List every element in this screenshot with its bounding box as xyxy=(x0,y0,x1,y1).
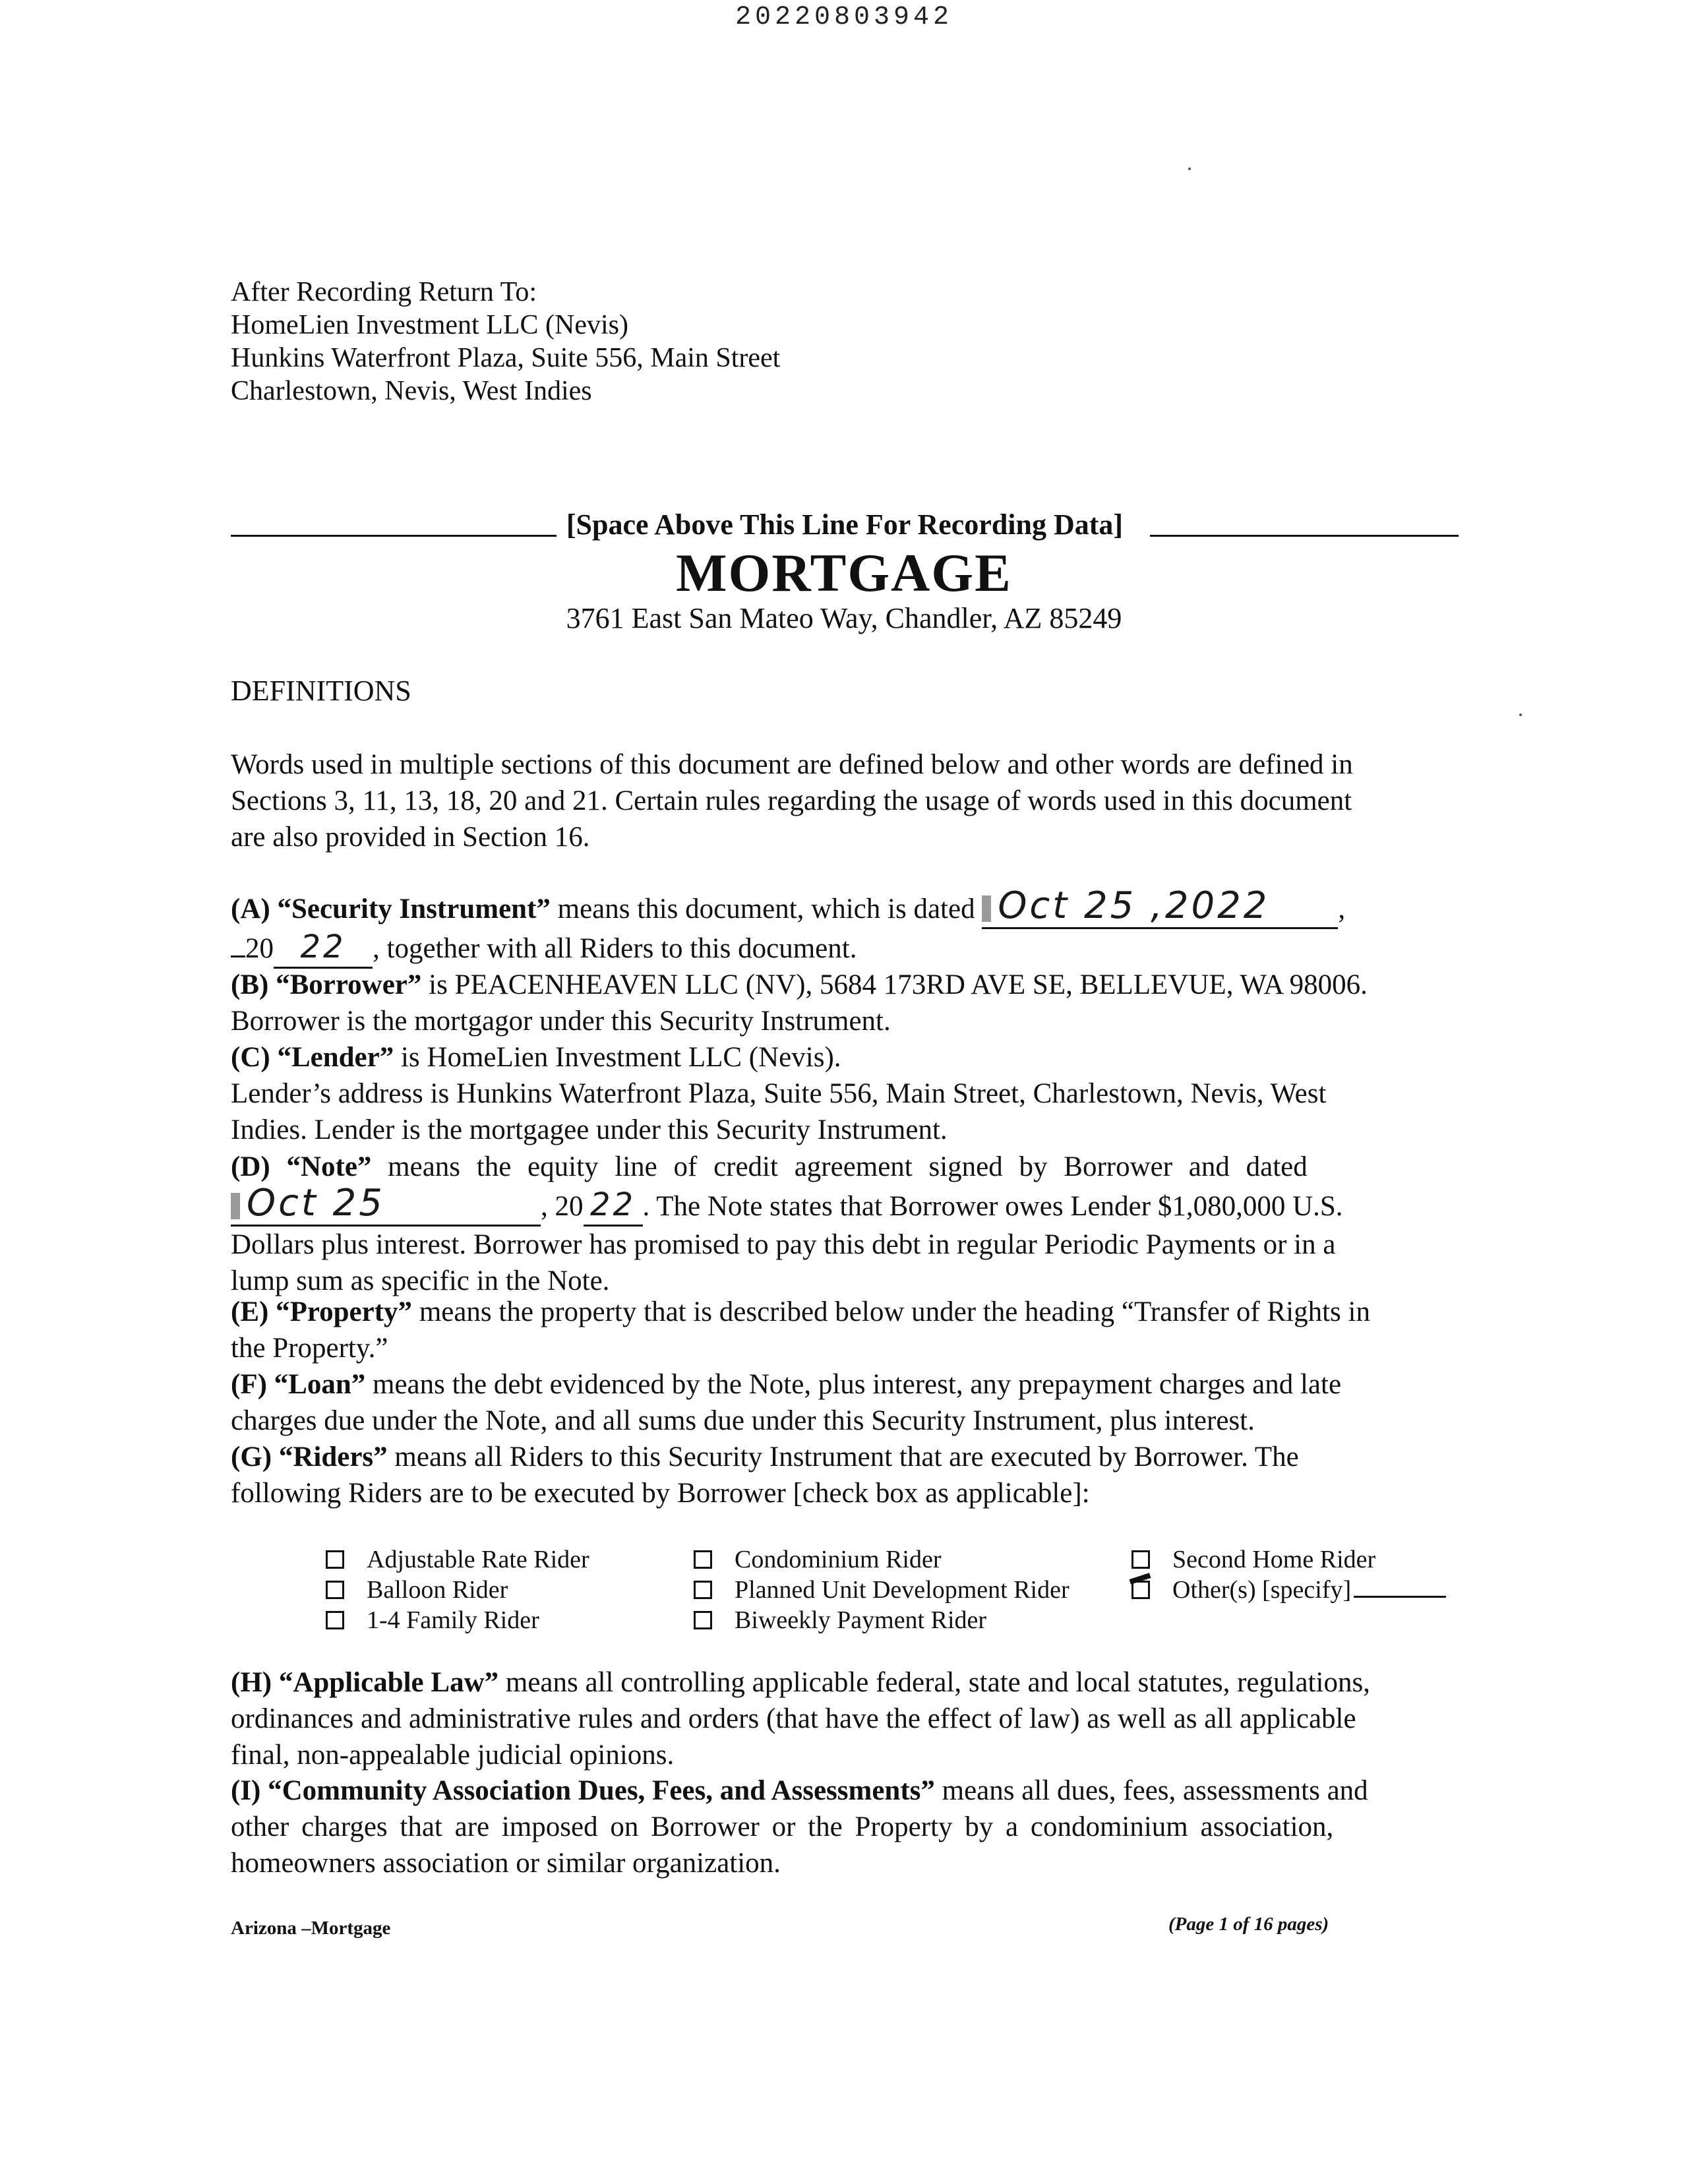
checkbox[interactable] xyxy=(326,1581,344,1599)
definition-c xyxy=(231,1039,1459,1148)
def-d-text: means the equity line of credit agreement signed by Borrower and dated xyxy=(371,1151,1308,1182)
def-h-text2: ordinances and administrative rules and orders (that have the effect of law) as well as all applicable xyxy=(231,1703,1356,1734)
footer-page-number: (Page 1 of 16 pages) xyxy=(1168,1914,1329,1935)
def-h-label: (H) “Applicable Law” xyxy=(231,1667,499,1698)
scan-speck xyxy=(1519,713,1522,716)
checkbox[interactable] xyxy=(326,1550,344,1569)
rider-second-home[interactable] xyxy=(1131,1544,1375,1575)
definition-b xyxy=(231,967,1459,1039)
separator-rule-left xyxy=(231,535,557,537)
definition-d xyxy=(231,1149,1459,1299)
rider-planned-unit-development[interactable] xyxy=(694,1575,1070,1605)
rider-label: Balloon Rider xyxy=(367,1576,508,1604)
scan-mark xyxy=(982,895,991,922)
def-i-text2: other charges that are imposed on Borrower or the Property by a condominium association, xyxy=(231,1811,1334,1842)
def-d-handwritten-year: 22 xyxy=(589,1186,636,1223)
rider-label: Condominium Rider xyxy=(735,1546,942,1573)
intro-line: are also provided in Section 16. xyxy=(231,822,590,853)
def-a-year-lead-blank xyxy=(231,956,245,957)
definition-f xyxy=(231,1366,1459,1439)
def-d-text3: Dollars plus interest. Borrower has promised to pay this debt in regular Periodic Payments or in a xyxy=(231,1229,1336,1260)
def-c-text2: Lender’s address is Hunkins Waterfront Plaza, Suite 556, Main Street, Charlestown, Nevis, West xyxy=(231,1078,1327,1109)
def-d-year-prefix: , 20 xyxy=(541,1191,584,1222)
return-heading: After Recording Return To: xyxy=(231,277,537,307)
checkbox[interactable] xyxy=(694,1611,712,1629)
def-f-label: (F) “Loan” xyxy=(231,1369,366,1400)
definition-i xyxy=(231,1773,1459,1881)
definitions-heading: DEFINITIONS xyxy=(231,675,411,707)
def-e-label: (E) “Property” xyxy=(231,1296,413,1327)
rider-condominium[interactable] xyxy=(694,1544,942,1575)
rider-label: Other(s) [specify] xyxy=(1172,1576,1352,1604)
rider-label: Planned Unit Development Rider xyxy=(735,1576,1070,1604)
def-d-handwritten-date: Oct 25 xyxy=(247,1182,385,1225)
def-i-text3: homeowners association or similar organization. xyxy=(231,1848,781,1879)
document-number: 20220803942 xyxy=(735,3,953,32)
def-d-label: (D) “Note” xyxy=(231,1151,372,1182)
return-name: HomeLien Investment LLC (Nevis) xyxy=(231,310,629,340)
checkbox[interactable] xyxy=(1131,1550,1150,1569)
rider-label: Adjustable Rate Rider xyxy=(367,1546,589,1573)
footer-form-name: Arizona –Mortgage xyxy=(231,1918,391,1939)
def-a-year-prefix: 20 xyxy=(245,933,274,964)
return-address-block xyxy=(231,276,780,408)
def-a-text2: , together with all Riders to this document. xyxy=(373,933,857,964)
separator-rule-right xyxy=(1150,535,1459,537)
def-g-label: (G) “Riders” xyxy=(231,1441,388,1472)
intro-paragraph xyxy=(231,746,1459,855)
def-d-text2: . The Note states that Borrower owes Lender $1,080,000 U.S. xyxy=(642,1191,1343,1222)
recording-data-separator xyxy=(231,506,1459,543)
intro-line: Words used in multiple sections of this document are defined below and other words are defined in xyxy=(231,749,1353,780)
return-street: Hunkins Waterfront Plaza, Suite 556, Main Street xyxy=(231,343,781,373)
def-a-label: (A) “Security Instrument” xyxy=(231,894,551,925)
def-e-text: means the property that is described below under the heading “Transfer of Rights in xyxy=(412,1296,1370,1327)
rider-balloon[interactable] xyxy=(326,1575,508,1605)
def-b-text: is PEACENHEAVEN LLC (NV), 5684 173RD AVE SE, BELLEVUE, WA 98006. xyxy=(421,969,1368,1000)
definition-e xyxy=(231,1294,1459,1366)
def-h-text: means all controlling applicable federal, state and local statutes, regulations, xyxy=(498,1667,1370,1698)
def-d-year-blank xyxy=(584,1187,643,1227)
def-a-comma: , xyxy=(1338,894,1346,925)
def-a-date-blank xyxy=(982,884,1338,929)
def-c-text: is HomeLien Investment LLC (Nevis). xyxy=(394,1042,841,1073)
def-i-label: (I) “Community Association Dues, Fees, and Assessments” xyxy=(231,1775,935,1806)
def-a-handwritten-date: Oct 25 ,2022 xyxy=(998,884,1270,927)
recording-line-label: [Space Above This Line For Recording Data] xyxy=(566,508,1124,541)
rider-label: Biweekly Payment Rider xyxy=(735,1606,987,1634)
rider-1-4-family[interactable] xyxy=(326,1605,539,1635)
def-a-text: means this document, which is dated xyxy=(550,894,982,925)
def-a-year-blank xyxy=(274,929,373,969)
def-f-text2: charges due under the Note, and all sums due under this Security Instrument, plus interest. xyxy=(231,1405,1255,1436)
def-a-handwritten-year: 22 xyxy=(300,928,346,965)
def-f-text: means the debt evidenced by the Note, plus interest, any prepayment charges and late xyxy=(365,1369,1342,1400)
definition-g xyxy=(231,1439,1459,1511)
def-e-text2: the Property.” xyxy=(231,1333,388,1364)
rider-label: Second Home Rider xyxy=(1172,1546,1376,1573)
def-c-text3: Indies. Lender is the mortgagee under this Security Instrument. xyxy=(231,1114,948,1145)
rider-label: 1-4 Family Rider xyxy=(367,1606,539,1634)
checkbox-checked[interactable] xyxy=(1131,1581,1150,1599)
def-h-text3: final, non-appealable judicial opinions. xyxy=(231,1740,675,1771)
intro-line: Sections 3, 11, 13, 18, 20 and 21. Certain rules regarding the usage of words used in this document xyxy=(231,785,1352,816)
property-address: 3761 East San Mateo Way, Chandler, AZ 85249 xyxy=(566,602,1122,634)
checkbox[interactable] xyxy=(326,1611,344,1629)
definition-h xyxy=(231,1664,1459,1773)
scan-mark xyxy=(231,1193,240,1219)
rider-biweekly-payment[interactable] xyxy=(694,1605,986,1635)
checkbox[interactable] xyxy=(694,1550,712,1569)
def-c-label: (C) “Lender” xyxy=(231,1042,394,1073)
rider-adjustable-rate[interactable] xyxy=(326,1544,589,1575)
def-b-text2: Borrower is the mortgagor under this Security Instrument. xyxy=(231,1006,891,1037)
def-d-text4: lump sum as specific in the Note. xyxy=(231,1265,610,1296)
scan-speck xyxy=(1188,167,1191,170)
def-g-text2: following Riders are to be executed by Borrower [check box as applicable]: xyxy=(231,1478,1090,1509)
document-title: MORTGAGE xyxy=(676,543,1012,603)
def-g-text: means all Riders to this Security Instrument that are executed by Borrower. The xyxy=(387,1441,1299,1472)
checkbox[interactable] xyxy=(694,1581,712,1599)
def-b-label: (B) “Borrower” xyxy=(231,969,422,1000)
other-specify-blank[interactable] xyxy=(1354,1596,1446,1598)
rider-other[interactable] xyxy=(1131,1575,1446,1605)
def-i-text: means all dues, fees, assessments and xyxy=(934,1775,1368,1806)
definition-a xyxy=(231,884,1459,969)
return-city: Charlestown, Nevis, West Indies xyxy=(231,376,592,406)
def-d-date-blank xyxy=(231,1182,541,1227)
